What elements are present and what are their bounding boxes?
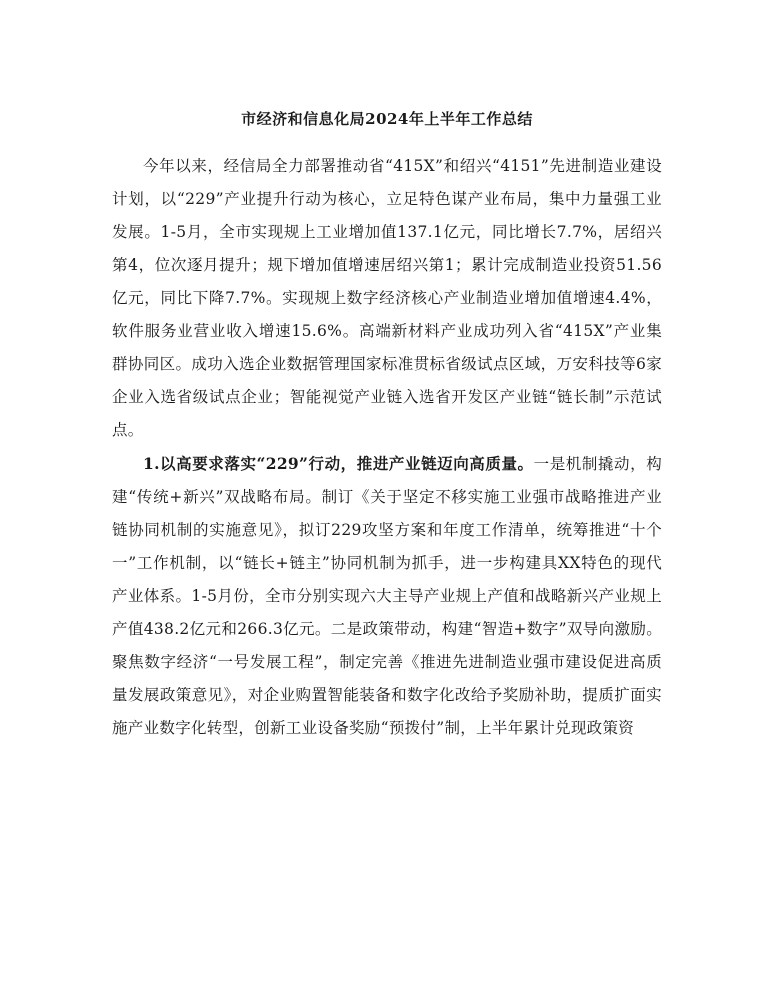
- paragraph-body: 今年以来，经信局全力部署推动省“415X”和绍兴“4151”先进制造业建设计划，以“229”产业提升行动为核心，立足特色谋产业布局，集中力量强工业发展。1-5月，全市实现规上工业增加值137.1亿元，同比增长7.7%，居绍兴第4，位次逐月提升；规下增加值增速居绍兴第1；累计完成制造业投资51.56亿元，同比下降7.7%。实现规上数字经济核心产业制造业增加值增速4.4%，软件服务业营业收入增速15.6%。高端新材料产业成功列入省“415X”产业集群协同区。成功入选企业数据管理国家标准贯标省级试点区域，万安科技等6家企业入选省级试点企业；智能视觉产业链入选省开发区产业链“链长制”示范试点。: [112, 157, 662, 439]
- paragraph-body: 一是机制撬动，构建“传统+新兴”双战略布局。制订《关于坚定不移实施工业强市战略推进产业链协同机制的实施意见》，拟订229攻坚方案和年度工作清单，统筹推进“十个一”工作机制，以“链长+链主”协同机制为抓手，进一步构建具XX特色的现代产业体系。1-5月份，全市分别实现六大主导产业规上产值和战略新兴产业规上产值438.2亿元和266.3亿元。二是政策带动，构建“智造+数字”双导向激励。聚焦数字经济“一号发展工程”，制定完善《推进先进制造业强市建设促进高质量发展政策意见》，对企业购置智能装备和数字化改给予奖励补助，提质扩面实施产业数字化转型，创新工业设备奖励“预拨付”制，上半年累计兑现政策资: [112, 455, 663, 737]
- document-title: 市经济和信息化局2024年上半年工作总结: [241, 110, 533, 128]
- section-heading: 1.以高要求落实“229”行动，推进产业链迈向高质量。: [143, 454, 534, 473]
- paragraph-intro: [112, 150, 662, 447]
- paragraph-section-1: [112, 447, 662, 745]
